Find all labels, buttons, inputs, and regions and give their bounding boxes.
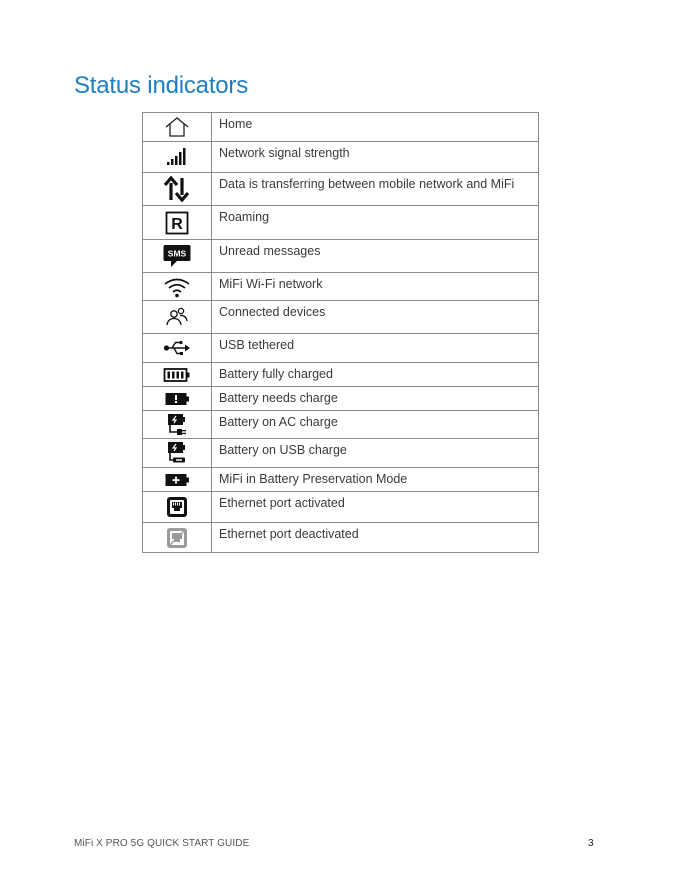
- battery-full-icon: [163, 367, 191, 383]
- signal-strength-icon: [165, 147, 189, 167]
- table-row: [143, 492, 539, 523]
- home-icon: [164, 116, 190, 138]
- table-row: [143, 363, 539, 387]
- battery-needs-charge-icon: [164, 391, 190, 407]
- table-row: [143, 301, 539, 334]
- sms-icon: [162, 243, 192, 269]
- ethernet-inactive-icon: [165, 526, 189, 550]
- table-row: [143, 411, 539, 439]
- indicator-label: Unread messages: [212, 240, 539, 273]
- indicator-label: Ethernet port activated: [212, 492, 539, 523]
- data-transfer-icon: [163, 176, 191, 202]
- table-row: [143, 142, 539, 173]
- sms-glyph: SMS: [167, 248, 187, 259]
- status-indicators-table: [142, 112, 539, 553]
- indicator-label: Data is transferring between mobile network and MiFi: [212, 173, 539, 206]
- usb-icon: [163, 339, 191, 357]
- indicator-label: MiFi Wi-Fi network: [212, 273, 539, 301]
- roaming-glyph: R: [171, 215, 183, 233]
- battery-ac-charge-icon: [165, 413, 189, 437]
- connected-devices-icon: [165, 306, 189, 328]
- indicator-label: Roaming: [212, 206, 539, 240]
- indicator-label: USB tethered: [212, 334, 539, 363]
- battery-usb-charge-icon: [165, 441, 189, 465]
- ethernet-active-icon: [165, 495, 189, 519]
- table-row: [143, 206, 539, 240]
- indicator-label: Battery needs charge: [212, 387, 539, 411]
- indicator-label: MiFi in Battery Preservation Mode: [212, 468, 539, 492]
- indicator-label: Battery on AC charge: [212, 411, 539, 439]
- wifi-icon: [163, 276, 191, 298]
- indicator-label: Network signal strength: [212, 142, 539, 173]
- table-row: [143, 273, 539, 301]
- indicator-label: Ethernet port deactivated: [212, 523, 539, 553]
- indicator-label: Home: [212, 113, 539, 142]
- footer-guide-title: MiFi X PRO 5G QUICK START GUIDE: [74, 838, 250, 849]
- indicator-label: Battery on USB charge: [212, 439, 539, 468]
- table-row: [143, 468, 539, 492]
- table-row: [143, 113, 539, 142]
- indicator-label: Connected devices: [212, 301, 539, 334]
- table-row: [143, 439, 539, 468]
- table-row: [143, 240, 539, 273]
- roaming-icon: [165, 211, 189, 235]
- table-row: [143, 173, 539, 206]
- indicator-label: Battery fully charged: [212, 363, 539, 387]
- page-title: Status indicators: [74, 72, 249, 99]
- table-row: [143, 523, 539, 553]
- table-row: [143, 387, 539, 411]
- battery-preservation-icon: [164, 472, 190, 488]
- table-row: [143, 334, 539, 363]
- page-number: 3: [588, 838, 594, 849]
